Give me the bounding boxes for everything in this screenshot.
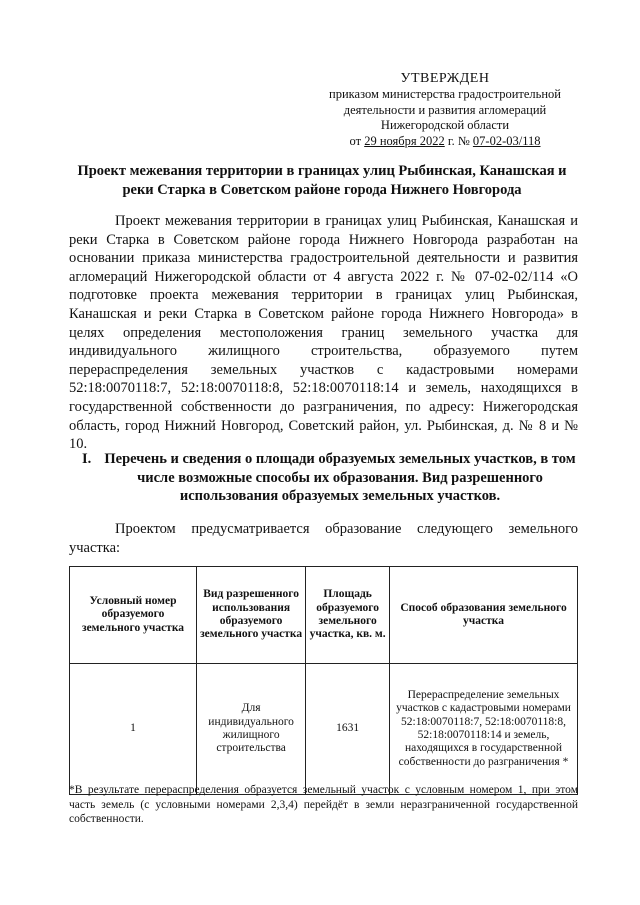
approval-heading: УТВЕРЖДЕН (400, 71, 490, 86)
approval-line-3: Нижегородской области (380, 118, 510, 132)
approval-date-suffix: г. № (444, 133, 473, 148)
title-line-2: реки Старка в Советском районе города Нижнего Новгорода (122, 182, 522, 198)
intro-paragraph: Проект межевания территории в границах улиц Рыбинская, Канашская и реки Старка в Советском районе города Нижнего Новгорода разработан на основании приказа министерства градостроительной деятельности и развития агломераций Нижегородской области от 4 августа 2022 г. № 07-02-02/114 «О подготовке проекта межевания территории в границах улиц Рыбинская, Канашская и реки Старка в Советском районе города Нижнего Новгорода» в целях определения местоположения границ земельного участка для индивидуального жилищного строительства, образуемого путем перераспределения земельных участков с кадастровыми номерами 52:18:0070118:7, 52:18:0070118:8, 52:18:0070118:14 и земель, находящихся в государственной собственности до разграничения, по адресу: Нижегородская область, город Нижний Новгород, Советский район, ул. Рыбинская, д. № 8 и № 10. (69, 213, 578, 453)
approval-stamp (300, 70, 590, 149)
header-plot-number: Условный номер образуемого земельного участка (70, 567, 197, 664)
approval-date-line (300, 134, 590, 150)
table-header-row (70, 567, 578, 664)
footnote: *В результате перераспределения образуется земельный участок с условным номером 1, при этом часть земель (с условными номерами 2,3,4) перейдёт в земли неразграниченной государственной собственности. (69, 784, 578, 825)
header-formation-method: Способ образования земельного участка (390, 567, 578, 664)
cell-plot-number: 1 (70, 664, 197, 795)
section-number: I. (82, 451, 92, 467)
title-line-1: Проект межевания территории в границах улиц Рыбинская, Канашская и (77, 163, 567, 179)
land-plot-table (69, 566, 578, 795)
header-permitted-use: Вид разрешенного использования образуемого земельного участка (197, 567, 306, 664)
table-row (70, 664, 578, 795)
section-line-3: использования образуемых земельных участков. (179, 488, 501, 505)
cell-permitted-use: Для индивидуального жилищного строительства (197, 664, 306, 795)
document-title (64, 162, 580, 200)
approval-number: 07-02-03/118 (472, 133, 541, 148)
approval-line-2: деятельности и развития агломераций (343, 102, 547, 117)
approval-date-prefix: от (349, 133, 365, 148)
header-area: Площадь образуемого земельного участка, кв. м. (306, 567, 390, 664)
cell-area: 1631 (306, 664, 390, 795)
cell-formation-method: Перераспределение земельных участков с кадастровыми номерами 52:18:0070118:7, 52:18:0070118:8, 52:18:0070118:14 и земель, находящихся в государственной собственности до разграничения * (390, 664, 578, 795)
section-heading (82, 450, 578, 506)
section-line-1: Перечень и сведения о площади образуемых земельных участков, в том (104, 451, 576, 467)
section-line-2: числе возможные способы их образования. Вид разрешенного (137, 469, 543, 486)
section-paragraph: Проектом предусматривается образование следующего земельного участка: (69, 521, 578, 556)
approval-date: 29 ноября 2022 (364, 133, 445, 148)
approval-line-1: приказом министерства градостроительной (329, 87, 561, 101)
